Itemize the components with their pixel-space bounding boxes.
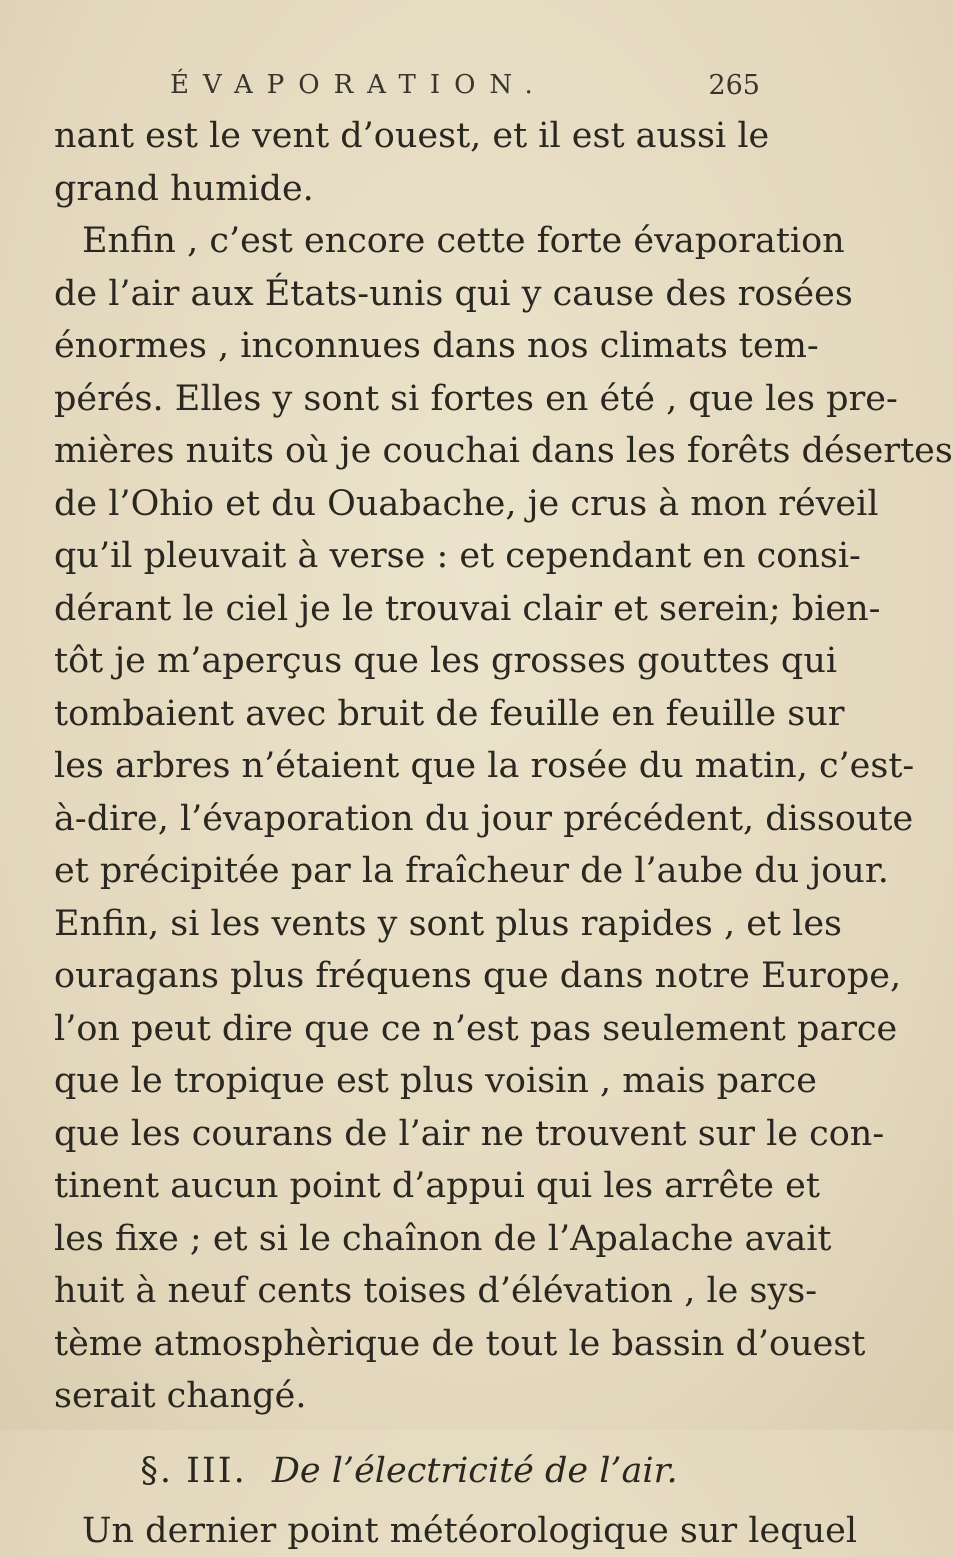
text-line: tème atmosphèrique de tout le bassin d’ouest [54,1318,764,1371]
text-line: tombaient avec bruit de feuille en feuille sur [54,688,764,741]
text-line: ouragans plus fréquens que dans notre Europe, [54,950,764,1003]
text-line: huit à neuf cents toises d’élévation , le sys- [54,1265,764,1318]
text-line: grand humide. [54,163,764,216]
section-title: De l’électricité de l’air. [272,1451,678,1491]
text-line: Enfin , c’est encore cette forte évaporation [54,215,764,268]
text-line: qu’il pleuvait à verse : et cependant en consi- [54,530,764,583]
text-line: mières nuits où je couchai dans les forêts désertes [54,425,764,478]
text-line: pérés. Elles y sont si fortes en été , que les pre- [54,373,764,426]
text-line: dérant le ciel je le trouvai clair et serein; bien- [54,583,764,636]
page-number: 265 [708,70,760,101]
section-number: §. III. [140,1451,246,1491]
text-line: les arbres n’étaient que la rosée du matin, c’est- [54,740,764,793]
text-line: et précipitée par la fraîcheur de l’aube du jour. [54,845,764,898]
section-heading [54,1443,764,1499]
text-line: Enfin, si les vents y sont plus rapides , et les [54,898,764,951]
text-line: les fixe ; et si le chaînon de l’Apalache avait [54,1213,764,1266]
body-text [54,110,764,1557]
text-line: de l’Ohio et du Ouabache, je crus à mon réveil [54,478,764,531]
running-head [140,70,760,110]
text-line: que les courans de l’air ne trouvent sur le con- [54,1108,764,1161]
text-line: serait changé. [54,1370,764,1423]
text-line: tinent aucun point d’appui qui les arrête et [54,1160,764,1213]
text-line: l’on peut dire que ce n’est pas seulement parce [54,1003,764,1056]
text-line: Un dernier point météorologique sur lequel [54,1505,764,1557]
text-line: nant est le vent d’ouest, et il est aussi le [54,110,764,163]
text-line: tôt je m’aperçus que les grosses gouttes qui [54,635,764,688]
running-title: ÉVAPORATION. [170,70,547,100]
text-line: de l’air aux États-unis qui y cause des rosées [54,268,764,321]
text-line: que le tropique est plus voisin , mais parce [54,1055,764,1108]
text-line: à-dire, l’évaporation du jour précédent, dissoute [54,793,764,846]
text-line: énormes , inconnues dans nos climats tem- [54,320,764,373]
